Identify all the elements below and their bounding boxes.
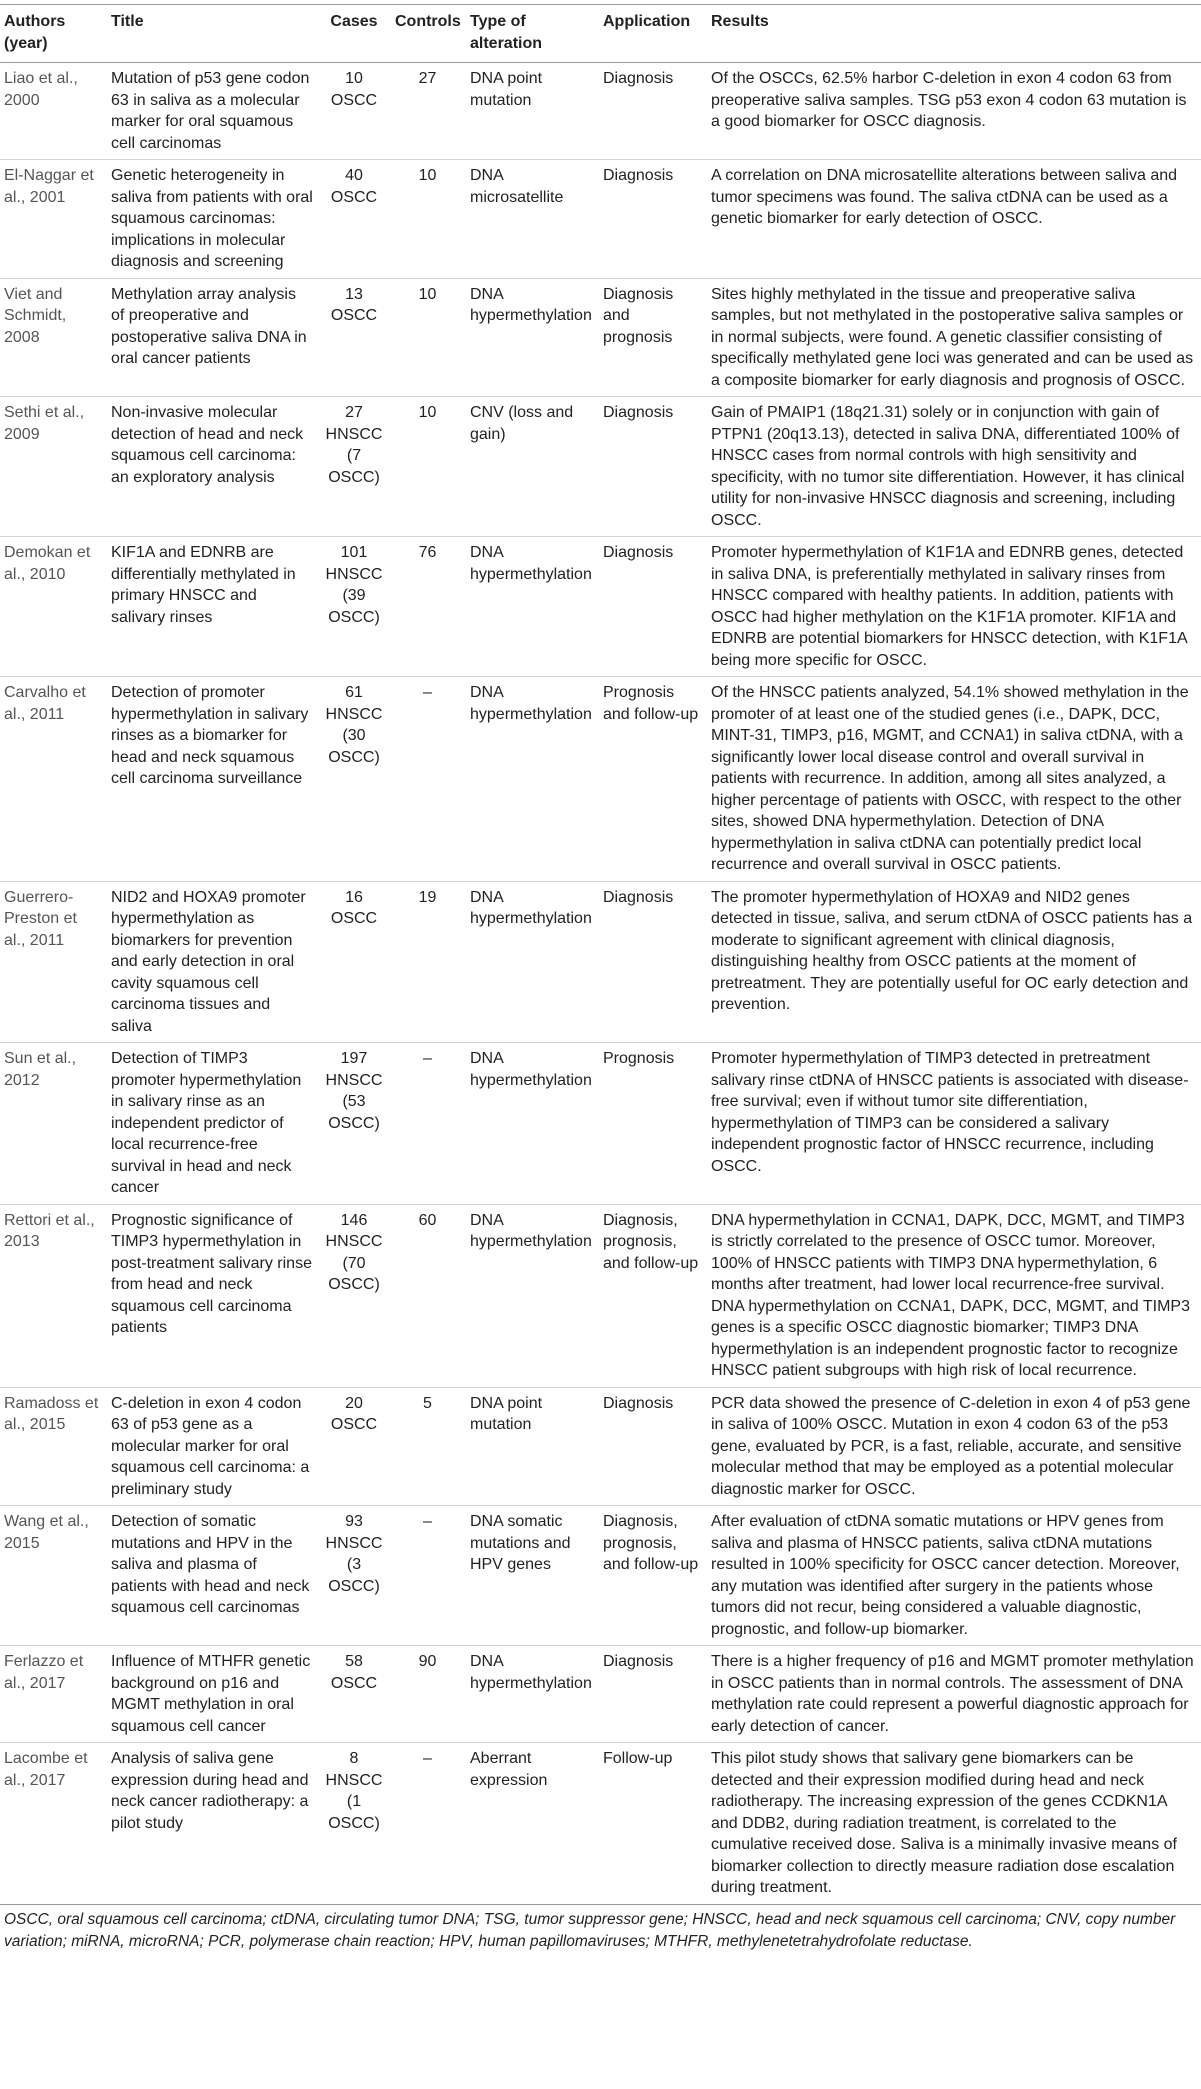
table-row	[0, 1743, 1201, 1905]
cell-cases: 13 OSCC	[319, 278, 391, 397]
header-authors: Authors (year)	[0, 5, 107, 63]
cell-title: Detection of TIMP3 promoter hypermethylation in salivary rinse as an independent predictor of local recurrence-free survival in head and neck cancer	[107, 1043, 319, 1205]
cell-application: Diagnosis	[599, 1646, 707, 1743]
cell-title: Detection of promoter hypermethylation in salivary rinses as a biomarker for head and neck squamous cell carcinoma surveillance	[107, 677, 319, 882]
table-row	[0, 677, 1201, 882]
table-row	[0, 1043, 1201, 1205]
cell-cases: 101 HNSCC (39 OSCC)	[319, 537, 391, 677]
cell-author: Rettori et al., 2013	[0, 1204, 107, 1387]
cell-type: DNA hypermethylation	[466, 278, 599, 397]
cell-title: Methylation array analysis of preoperative and postoperative saliva DNA in oral cancer patients	[107, 278, 319, 397]
cell-type: DNA microsatellite	[466, 160, 599, 279]
cell-results: Promoter hypermethylation of K1F1A and EDNRB genes, detected in saliva DNA, is preferentially methylated in salivary rinses from HNSCC compared with healthy patients. In addition, patients with OSCC had higher methylation on the K1F1A promoter. KIF1A and EDNRB are potential biomarkers for HNSCC detection, with K1F1A being more specific for OSCC.	[707, 537, 1201, 677]
cell-application: Diagnosis	[599, 160, 707, 279]
cell-cases: 16 OSCC	[319, 881, 391, 1043]
cell-title: Non-invasive molecular detection of head and neck squamous cell carcinoma: an exploratory analysis	[107, 397, 319, 537]
cell-cases: 61 HNSCC (30 OSCC)	[319, 677, 391, 882]
cell-cases: 146 HNSCC (70 OSCC)	[319, 1204, 391, 1387]
cell-type: DNA point mutation	[466, 1387, 599, 1506]
cell-controls: 27	[391, 63, 466, 160]
cell-controls: –	[391, 677, 466, 882]
cell-controls: 10	[391, 160, 466, 279]
header-row	[0, 5, 1201, 63]
cell-type: DNA hypermethylation	[466, 677, 599, 882]
cell-results: This pilot study shows that salivary gene biomarkers can be detected and their expression modified during head and neck radiotherapy. The increasing expression of the genes CCDKN1A and DDB2, during radiation treatment, is correlated to the cumulative received dose. Saliva is a minimally invasive means of biomarker collection to directly measure radiation dose escalation during treatment.	[707, 1743, 1201, 1905]
cell-cases: 8 HNSCC (1 OSCC)	[319, 1743, 391, 1905]
cell-title: Detection of somatic mutations and HPV in the saliva and plasma of patients with head and neck squamous cell carcinomas	[107, 1506, 319, 1646]
cell-controls: 5	[391, 1387, 466, 1506]
cell-author: Sun et al., 2012	[0, 1043, 107, 1205]
cell-controls: 90	[391, 1646, 466, 1743]
cell-author: Carvalho et al., 2011	[0, 677, 107, 882]
cell-application: Prognosis and follow-up	[599, 677, 707, 882]
cell-controls: –	[391, 1506, 466, 1646]
cell-author: Sethi et al., 2009	[0, 397, 107, 537]
cell-title: NID2 and HOXA9 promoter hypermethylation as biomarkers for prevention and early detection in oral cavity squamous cell carcinoma tissues and saliva	[107, 881, 319, 1043]
cell-type: DNA somatic mutations and HPV genes	[466, 1506, 599, 1646]
cell-results: PCR data showed the presence of C-deletion in exon 4 of p53 gene in saliva of 100% OSCC. Mutation in exon 4 codon 63 of the p53 gene, evaluated by PCR, is a fast, reliable, accurate, and sensitive molecular method that may be employed as a potential molecular diagnostic marker for OSCC.	[707, 1387, 1201, 1506]
table-row	[0, 881, 1201, 1043]
cell-controls: 76	[391, 537, 466, 677]
cell-author: Ramadoss et al., 2015	[0, 1387, 107, 1506]
cell-cases: 20 OSCC	[319, 1387, 391, 1506]
cell-type: Aberrant expression	[466, 1743, 599, 1905]
cell-cases: 10 OSCC	[319, 63, 391, 160]
cell-title: Mutation of p53 gene codon 63 in saliva as a molecular marker for oral squamous cell carcinomas	[107, 63, 319, 160]
cell-controls: 10	[391, 397, 466, 537]
header-type: Type of alteration	[466, 5, 599, 63]
cell-type: DNA hypermethylation	[466, 1646, 599, 1743]
cell-results: Sites highly methylated in the tissue and preoperative saliva samples, but not methylated in the postoperative saliva samples or in normal subjects, were found. A genetic classifier consisting of specifically methylated gene loci was generated and can be used as a composite biomarker for early diagnosis and prognosis of OSCC.	[707, 278, 1201, 397]
cell-application: Diagnosis, prognosis, and follow-up	[599, 1204, 707, 1387]
table-row	[0, 1506, 1201, 1646]
cell-author: Guerrero-Preston et al., 2011	[0, 881, 107, 1043]
cell-application: Diagnosis	[599, 537, 707, 677]
cell-results: The promoter hypermethylation of HOXA9 and NID2 genes detected in tissue, saliva, and serum ctDNA of OSCC patients has a moderate to significant agreement with clinical diagnosis, distinguishing healthy from OSCC patients at the moment of pretreatment. They are potentially useful for OC early detection and prevention.	[707, 881, 1201, 1043]
cell-application: Prognosis	[599, 1043, 707, 1205]
cell-results: There is a higher frequency of p16 and MGMT promoter methylation in OSCC patients than in normal controls. The assessment of DNA methylation rate could represent a powerful diagnostic approach for early detection of cancer.	[707, 1646, 1201, 1743]
cell-results: DNA hypermethylation in CCNA1, DAPK, DCC, MGMT, and TIMP3 is strictly correlated to the presence of OSCC tumor. Moreover, 100% of HNSCC patients with TIMP3 DNA hypermethylation, 6 months after treatment, had lower local recurrence-free survival. DNA hypermethylation on CCNA1, DAPK, DCC, MGMT, and TIMP3 genes is a specific OSCC diagnostic biomarker; TIMP3 DNA hypermethylation is an independent prognostic factor to recognize HNSCC patient subgroups with high risk of local recurrence.	[707, 1204, 1201, 1387]
table-row	[0, 63, 1201, 160]
cell-title: Analysis of saliva gene expression during head and neck cancer radiotherapy: a pilot study	[107, 1743, 319, 1905]
header-results: Results	[707, 5, 1201, 63]
cell-cases: 197 HNSCC (53 OSCC)	[319, 1043, 391, 1205]
studies-table	[0, 4, 1201, 1905]
cell-controls: 19	[391, 881, 466, 1043]
table-body	[0, 63, 1201, 1905]
cell-author: Viet and Schmidt, 2008	[0, 278, 107, 397]
cell-controls: –	[391, 1043, 466, 1205]
table-row	[0, 397, 1201, 537]
cell-controls: 10	[391, 278, 466, 397]
cell-results: Promoter hypermethylation of TIMP3 detected in pretreatment salivary rinse ctDNA of HNSCC patients is associated with disease-free survival; even if without tumor site differentiation, hypermethylation of TIMP3 can be considered a salivary independent prognostic factor of HNSCC recurrence, including OSCC.	[707, 1043, 1201, 1205]
cell-title: Prognostic significance of TIMP3 hypermethylation in post-treatment salivary rinse from head and neck squamous cell carcinoma patients	[107, 1204, 319, 1387]
header-cases: Cases	[319, 5, 391, 63]
cell-application: Diagnosis	[599, 1387, 707, 1506]
cell-author: Wang et al., 2015	[0, 1506, 107, 1646]
table-row	[0, 1204, 1201, 1387]
table-row	[0, 1387, 1201, 1506]
table-row	[0, 160, 1201, 279]
cell-controls: –	[391, 1743, 466, 1905]
header-controls: Controls	[391, 5, 466, 63]
cell-type: DNA point mutation	[466, 63, 599, 160]
cell-type: DNA hypermethylation	[466, 1043, 599, 1205]
header-title: Title	[107, 5, 319, 63]
cell-application: Diagnosis and prognosis	[599, 278, 707, 397]
cell-type: DNA hypermethylation	[466, 881, 599, 1043]
cell-cases: 93 HNSCC (3 OSCC)	[319, 1506, 391, 1646]
cell-author: El-Naggar et al., 2001	[0, 160, 107, 279]
cell-results: Gain of PMAIP1 (18q21.31) solely or in conjunction with gain of PTPN1 (20q13.13), detected in saliva DNA, differentiated 100% of HNSCC cases from normal controls with high sensitivity and specificity, with no tumor site differentiation. However, it has clinical utility for non-invasive HNSCC diagnosis and screening, including OSCC.	[707, 397, 1201, 537]
cell-cases: 27 HNSCC (7 OSCC)	[319, 397, 391, 537]
cell-application: Diagnosis	[599, 63, 707, 160]
cell-title: C-deletion in exon 4 codon 63 of p53 gene as a molecular marker for oral squamous cell carcinoma: a preliminary study	[107, 1387, 319, 1506]
cell-results: Of the HNSCC patients analyzed, 54.1% showed methylation in the promoter of at least one of the studied genes (i.e., DAPK, DCC, MINT-31, TIMP3, p16, MGMT, and CCNA1) in saliva ctDNA, with a significantly lower local disease control and overall survival in patients with recurrence. In addition, among all sites analyzed, a higher percentage of patients with OSCC, with respect to the other sites, showed DNA hypermethylation. Detection of DNA hypermethylation in saliva ctDNA can potentially predict local recurrence and overall survival in OSCC patients.	[707, 677, 1201, 882]
cell-cases: 58 OSCC	[319, 1646, 391, 1743]
cell-title: Influence of MTHFR genetic background on p16 and MGMT methylation in oral squamous cell cancer	[107, 1646, 319, 1743]
cell-application: Diagnosis, prognosis, and follow-up	[599, 1506, 707, 1646]
cell-application: Follow-up	[599, 1743, 707, 1905]
table-header	[0, 5, 1201, 63]
cell-controls: 60	[391, 1204, 466, 1387]
cell-results: After evaluation of ctDNA somatic mutations or HPV genes from saliva and plasma of HNSCC patients, saliva ctDNA mutations resulted in 100% specificity for OSCC cancer detection. Moreover, any mutation was identified after surgery in the patients whose tumors did not recur, being considered a valuable diagnostic, prognostic, and follow-up biomarker.	[707, 1506, 1201, 1646]
cell-application: Diagnosis	[599, 397, 707, 537]
cell-title: Genetic heterogeneity in saliva from patients with oral squamous carcinomas: implications in molecular diagnosis and screening	[107, 160, 319, 279]
cell-results: A correlation on DNA microsatellite alterations between saliva and tumor specimens was found. The saliva ctDNA can be used as a genetic biomarker for early detection of OSCC.	[707, 160, 1201, 279]
cell-author: Demokan et al., 2010	[0, 537, 107, 677]
cell-type: DNA hypermethylation	[466, 1204, 599, 1387]
table-row	[0, 278, 1201, 397]
cell-cases: 40 OSCC	[319, 160, 391, 279]
header-application: Application	[599, 5, 707, 63]
table-row	[0, 537, 1201, 677]
table-row	[0, 1646, 1201, 1743]
cell-author: Lacombe et al., 2017	[0, 1743, 107, 1905]
cell-title: KIF1A and EDNRB are differentially methylated in primary HNSCC and salivary rinses	[107, 537, 319, 677]
cell-type: CNV (loss and gain)	[466, 397, 599, 537]
cell-results: Of the OSCCs, 62.5% harbor C-deletion in exon 4 codon 63 from preoperative saliva samples. TSG p53 exon 4 codon 63 mutation is a good biomarker for OSCC diagnosis.	[707, 63, 1201, 160]
cell-author: Liao et al., 2000	[0, 63, 107, 160]
cell-application: Diagnosis	[599, 881, 707, 1043]
cell-type: DNA hypermethylation	[466, 537, 599, 677]
cell-author: Ferlazzo et al., 2017	[0, 1646, 107, 1743]
table-footnote: OSCC, oral squamous cell carcinoma; ctDNA, circulating tumor DNA; TSG, tumor suppressor gene; HNSCC, head and neck squamous cell carcinoma; CNV, copy number variation; miRNA, microRNA; PCR, polymerase chain reaction; HPV, human papillomaviruses; MTHFR, methylenetetrahydrofolate reductase.	[4, 1910, 1176, 1950]
